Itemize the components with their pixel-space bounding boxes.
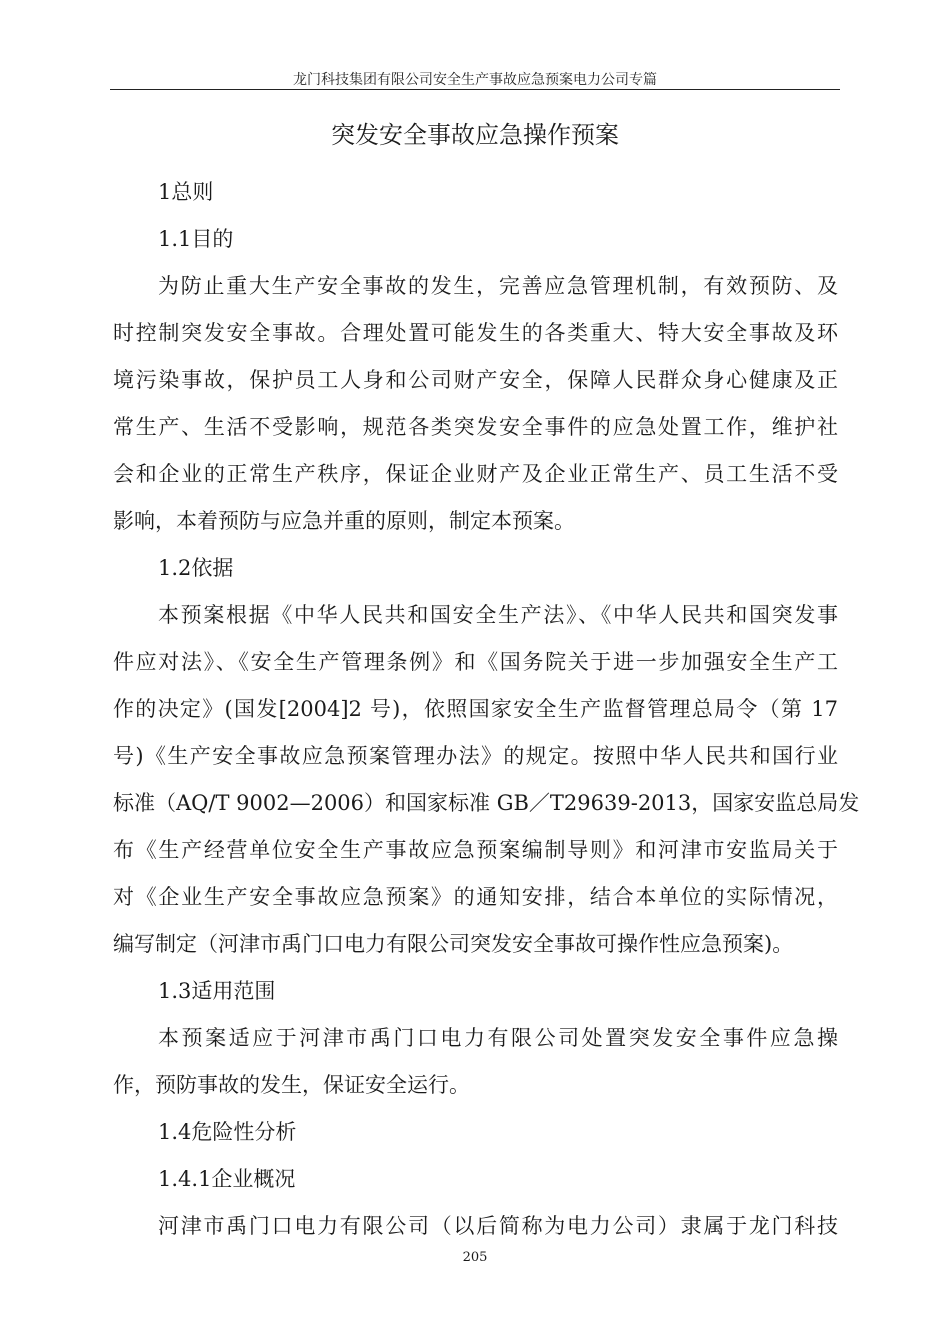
paragraph-line: 常生产、生活不受影响，规范各类突发安全事件的应急处置工作，维护社 [113, 415, 838, 439]
section-heading-1-2: 1.2依据 [158, 556, 234, 580]
paragraph-scope [113, 1015, 838, 1109]
paragraph-line: 影响，本着预防与应急并重的原则，制定本预案。 [113, 509, 575, 533]
paragraph-line: 标准（AQ/T 9002—2006）和国家标准 GB／T29639-2013，国家安监总局发 [113, 791, 860, 815]
paragraph-overview [113, 1203, 838, 1250]
document-title: 突发安全事故应急操作预案 [331, 121, 619, 149]
paragraph-line: 件应对法》、《安全生产管理条例》和《国务院关于进一步加强安全生产工 [113, 650, 838, 674]
paragraph-line: 编写制定（河津市禹门口电力有限公司突发安全事故可操作性应急预案)。 [113, 932, 794, 956]
running-header: 龙门科技集团有限公司安全生产事故应急预案电力公司专篇 [293, 72, 657, 88]
section-heading-1: 1总则 [158, 180, 214, 204]
paragraph-line: 为防止重大生产安全事故的发生，完善应急管理机制，有效预防、及 [158, 274, 838, 298]
paragraph-line: 境污染事故，保护员工人身和公司财产安全，保障人民群众身心健康及正 [113, 368, 838, 392]
page-number: 205 [462, 1250, 488, 1265]
paragraph-line: 布《生产经营单位安全生产事故应急预案编制导则》和河津市安监局关于 [113, 838, 838, 862]
paragraph-line: 作的决定》(国发[2004]2 号)，依照国家安全生产监督管理总局令（第 17 [113, 697, 838, 721]
paragraph-line: 会和企业的正常生产秩序，保证企业财产及企业正常生产、员工生活不受 [113, 462, 838, 486]
header-rule [110, 89, 840, 90]
paragraph-purpose [113, 263, 838, 545]
paragraph-basis [113, 592, 860, 968]
paragraph-line: 作，预防事故的发生，保证安全运行。 [113, 1073, 470, 1097]
paragraph-line: 河津市禹门口电力有限公司（以后简称为电力公司）隶属于龙门科技 [158, 1214, 838, 1238]
section-heading-1-4: 1.4危险性分析 [158, 1120, 297, 1144]
paragraph-line: 本预案根据《中华人民共和国安全生产法》、《中华人民共和国突发事 [158, 603, 838, 627]
paragraph-line: 时控制突发安全事故。合理处置可能发生的各类重大、特大安全事故及环 [113, 321, 838, 345]
section-heading-1-3: 1.3适用范围 [158, 979, 276, 1003]
document-body [113, 169, 860, 1250]
paragraph-line: 本预案适应于河津市禹门口电力有限公司处置突发安全事件应急操 [158, 1026, 838, 1050]
section-heading-1-4-1: 1.4.1企业概况 [158, 1167, 296, 1191]
paragraph-line: 号)《生产安全事故应急预案管理办法》的规定。按照中华人民共和国行业 [113, 744, 838, 768]
paragraph-line: 对《企业生产安全事故应急预案》的通知安排，结合本单位的实际情况， [113, 885, 838, 909]
section-heading-1-1: 1.1目的 [158, 227, 234, 251]
